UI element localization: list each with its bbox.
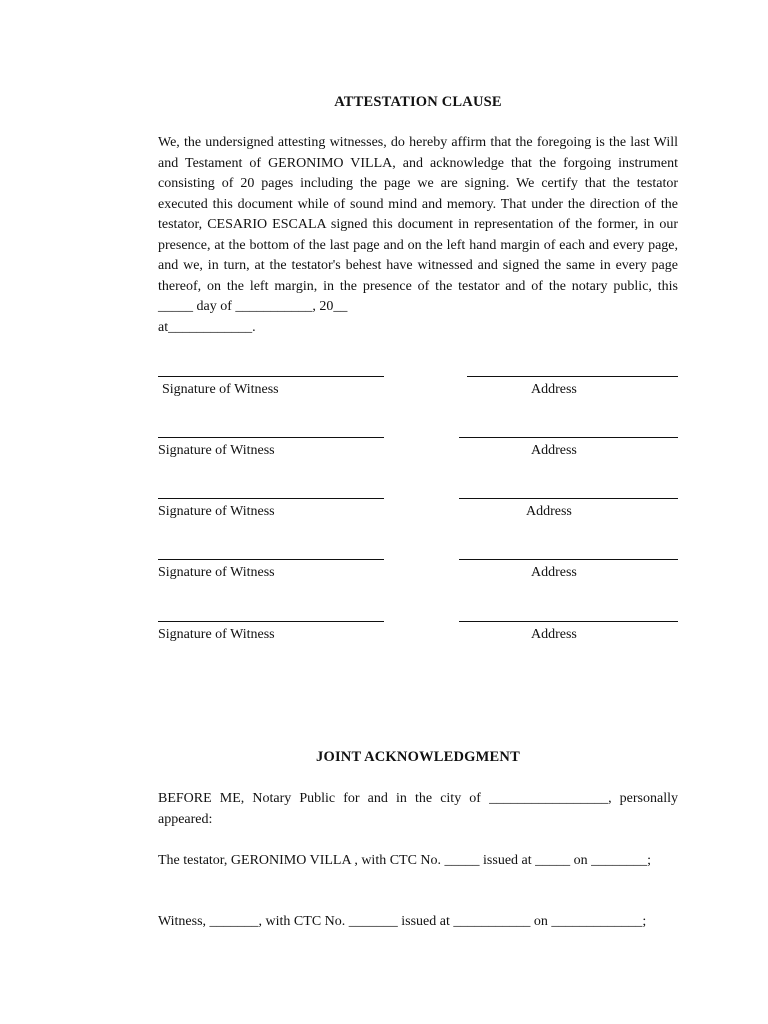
- signature-row: [0, 559, 768, 599]
- witness-ctc-paragraph: Witness, _______, with CTC No. _______ issued at ___________ on _____________;: [158, 914, 647, 929]
- notary-appearance-paragraph: BEFORE ME, Notary Public for and in the city of _________________, personally appeared:: [158, 791, 678, 827]
- address-label: Address: [531, 627, 577, 642]
- address-label: Address: [531, 443, 577, 458]
- signature-row: [0, 376, 768, 416]
- address-line: [467, 376, 678, 377]
- address-line: [459, 498, 678, 499]
- attestation-body-last-line: at____________.: [158, 319, 256, 335]
- witness-signature-line: [158, 559, 384, 560]
- witness-signature-line: [158, 498, 384, 499]
- witness-signature-label: Signature of Witness: [158, 627, 275, 642]
- witness-signature-label: Signature of Witness: [162, 382, 279, 397]
- witness-signature-line: [158, 437, 384, 438]
- address-line: [459, 559, 678, 560]
- address-label: Address: [531, 382, 577, 397]
- address-line: [459, 621, 678, 622]
- attestation-clause-title: ATTESTATION CLAUSE: [334, 94, 502, 110]
- testator-ctc-paragraph: The testator, GERONIMO VILLA , with CTC No. _____ issued at _____ on ________;: [158, 853, 652, 868]
- witness-signature-label: Signature of Witness: [158, 565, 275, 580]
- signature-row: [0, 437, 768, 477]
- address-label: Address: [526, 504, 572, 519]
- witness-signature-label: Signature of Witness: [158, 443, 275, 458]
- witness-signature-line: [158, 376, 384, 377]
- witness-signature-line: [158, 621, 384, 622]
- joint-acknowledgment-title: JOINT ACKNOWLEDGMENT: [316, 749, 520, 765]
- attestation-paragraph: [158, 133, 678, 338]
- address-label: Address: [531, 565, 577, 580]
- address-line: [459, 437, 678, 438]
- signature-row: [0, 621, 768, 661]
- signature-row: [0, 498, 768, 538]
- attestation-body: We, the undersigned attesting witnesses, do hereby affirm that the foregoing is the last Will and Testament of GERONIMO VILLA, and acknowledge that the forgoing instrument consisting of 20 pages including the page we are signing. We certify that the testator executed this document while of sound mind and memory. That under the direction of the testator, CESARIO ESCALA signed this document in representation of the former, in our presence, at the bottom of the last page and on the left hand margin of each and every page, and we, in turn, at the testator's behest have witnessed and signed the same in every page thereof, on the left margin, in the presence of the testator and of the notary public, this _____ day of ___________, 20__: [158, 135, 678, 314]
- witness-signature-label: Signature of Witness: [158, 504, 275, 519]
